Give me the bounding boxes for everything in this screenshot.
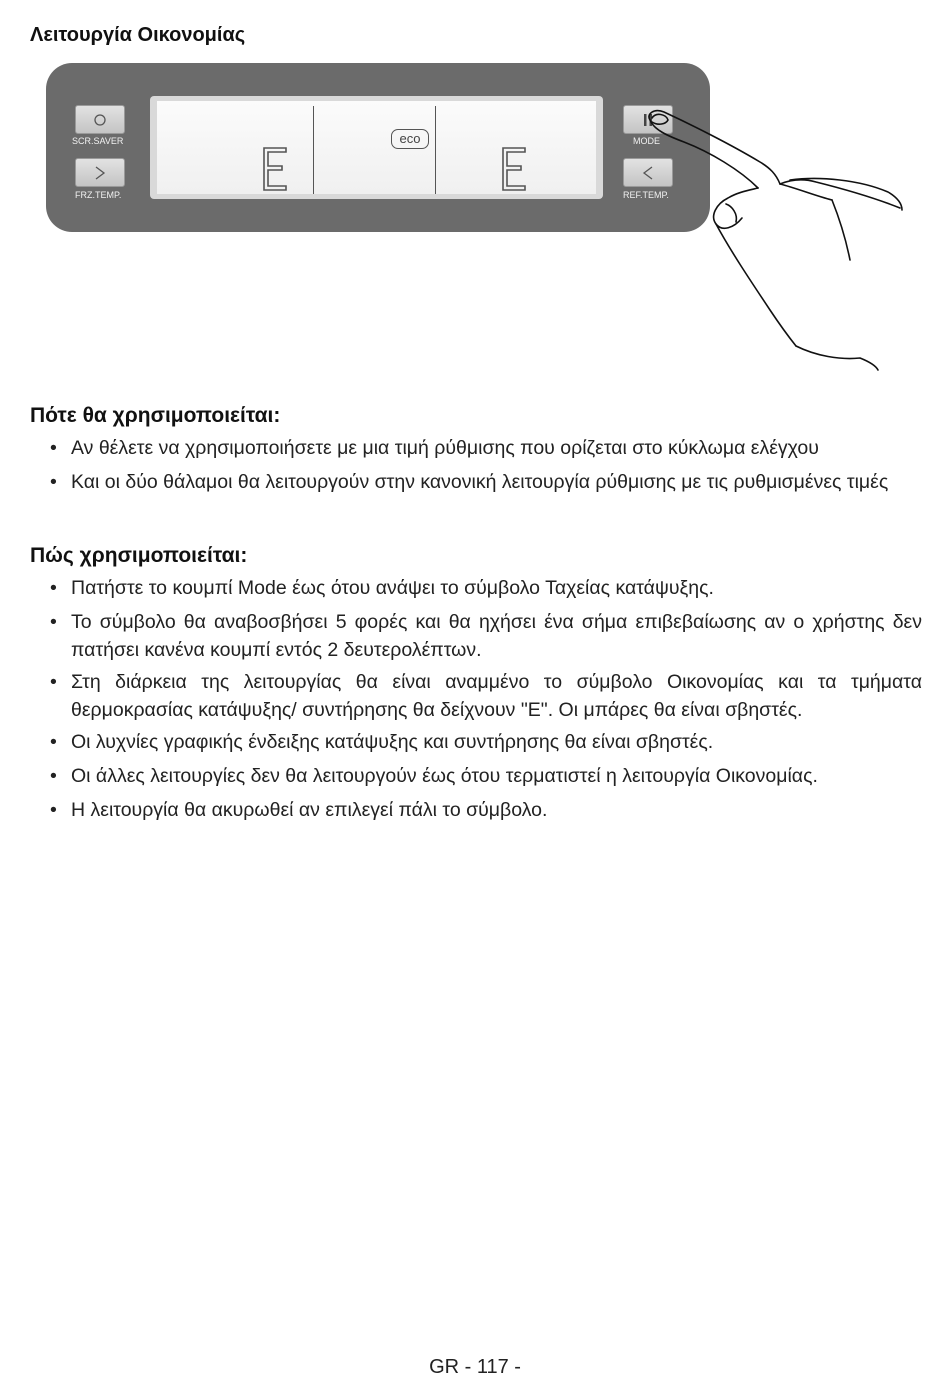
bullet-marker: • <box>50 611 57 633</box>
how-to-use-list <box>30 574 922 824</box>
when-to-use-list <box>30 434 922 496</box>
screen-saver-button[interactable] <box>75 105 125 134</box>
list-item-text: Και οι δύο θάλαμοι θα λειτουργούν στην κανονική λειτουργία ρύθμισης με τις ρυθμισμένες τιμές <box>71 471 889 493</box>
when-to-use-heading: Πότε θα χρησιμοποιείται: <box>30 404 281 427</box>
fridge-temp-label: REF.TEMP. <box>623 190 669 200</box>
list-item <box>30 434 922 462</box>
list-item-text: Το σύμβολο θα αναβοσβήσει 5 φορές και θα ηχήσει ένα σήμα επιβεβαίωσης αν ο χρήστης δεν πατήσει κανένα κουμπί εντός 2 δευτερολέπτων. <box>71 611 922 661</box>
list-item-text: Πατήστε το κουμπί Mode έως ότου ανάψει το σύμβολο Ταχείας κατάψυξης. <box>71 577 714 599</box>
bullet-marker: • <box>50 577 57 599</box>
bullet-marker: • <box>50 671 57 693</box>
list-item-text: Αν θέλετε να χρησιμοποιήσετε με μια τιμή ρύθμισης που ορίζεται στο κύκλωμα ελέγχου <box>71 437 819 459</box>
bullet-marker: • <box>50 799 57 821</box>
bullet-marker: • <box>50 437 57 459</box>
display-divider <box>313 106 314 194</box>
list-item <box>30 668 922 724</box>
hand-illustration <box>620 100 920 380</box>
lcd-screen <box>157 101 596 194</box>
list-item-text: Οι άλλες λειτουργίες δεν θα λειτουργούν έως ότου τερματιστεί η λειτουργία Οικονομίας. <box>71 765 818 787</box>
lcd-display <box>150 96 603 199</box>
list-item-text: Στη διάρκεια της λειτουργίας θα είναι αναμμένο το σύμβολο Οικονομίας και τα τμήματα θερμοκρασίας κατάψυξης/ συντήρησης θα δείχνουν "E". Οι μπάρες θα είναι σβηστές. <box>71 671 922 721</box>
page-title: Λειτουργία Οικονομίας <box>30 24 246 46</box>
freezer-temp-digit <box>261 146 289 192</box>
freezer-temp-label: FRZ.TEMP. <box>75 190 122 200</box>
eco-symbol: eco <box>391 129 429 149</box>
list-item-text: Η λειτουργία θα ακυρωθεί αν επιλεγεί πάλι το σύμβολο. <box>71 799 548 821</box>
list-item <box>30 574 922 602</box>
list-item-text: Οι λυχνίες γραφικής ένδειξης κατάψυξης και συντήρησης θα είναι σβηστές. <box>71 731 714 753</box>
freezer-temp-button[interactable] <box>75 158 125 187</box>
list-item <box>30 796 922 824</box>
page-number: GR - 117 - <box>429 1356 521 1378</box>
list-item <box>30 468 922 496</box>
fridge-temp-digit <box>500 146 528 192</box>
bullet-marker: • <box>50 731 57 753</box>
screen-saver-label: SCR.SAVER <box>72 136 124 146</box>
list-item <box>30 762 922 790</box>
list-item <box>30 608 922 664</box>
how-to-use-heading: Πώς χρησιμοποιείται: <box>30 544 248 567</box>
bullet-marker: • <box>50 471 57 493</box>
mode-label: MODE <box>633 136 660 146</box>
list-item <box>30 728 922 756</box>
bullet-marker: • <box>50 765 57 787</box>
display-divider <box>435 106 436 194</box>
chevron-right-icon <box>93 165 107 181</box>
circle-icon <box>93 113 107 127</box>
